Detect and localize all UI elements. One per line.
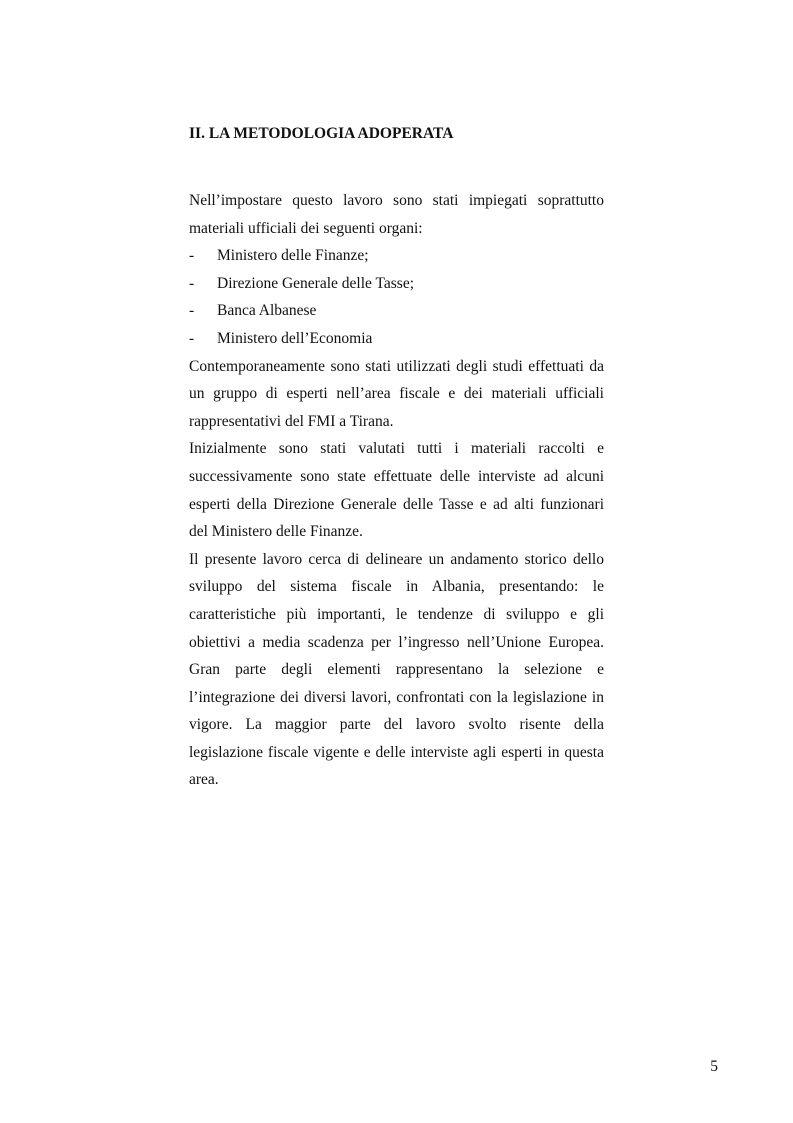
page-content [189, 124, 604, 794]
organ-list [189, 242, 604, 352]
body-paragraph: Il presente lavoro cerca di delineare un andamento storico dello sviluppo del sistema fiscale in Albania, presentando: le caratteristiche più importanti, le tendenze di sviluppo e gli obiettivi a media scadenza per l’ingresso nell’Unione Europea. Gran parte degli elementi rappresentano la selezione e l’integrazione dei diversi lavori, confrontati con la legislazione in vigore. La maggior parte del lavoro svolto risente della legislazione fiscale vigente e delle interviste agli esperti in questa area. [189, 550, 604, 789]
section-heading: II. LA METODOLOGIA ADOPERATA [189, 125, 454, 142]
list-item [189, 297, 604, 325]
list-item-text: Ministero dell’Economia [217, 329, 373, 347]
list-item [189, 242, 604, 270]
list-dash: - [189, 329, 195, 347]
intro-paragraph: Nell’impostare questo lavoro sono stati impiegati soprattutto materiali ufficiali dei seguenti organi: [189, 192, 604, 237]
body-paragraph: Inizialmente sono stati valutati tutti i materiali raccolti e successivamente sono state effettuate delle interviste ad alcuni esperti della Direzione Generale delle Tasse e ad alti funzionari del Ministero delle Finanze. [189, 440, 604, 541]
list-item-text: Direzione Generale delle Tasse; [217, 274, 415, 292]
list-item [189, 270, 604, 298]
list-item-text: Banca Albanese [217, 302, 317, 320]
list-item [189, 325, 604, 353]
list-dash: - [189, 302, 195, 320]
page-number: 5 [710, 1058, 718, 1075]
list-dash: - [189, 247, 195, 265]
list-item-text: Ministero delle Finanze; [217, 247, 369, 265]
list-dash: - [189, 274, 195, 292]
body-paragraph: Contemporaneamente sono stati utilizzati degli studi effettuati da un gruppo di esperti nell’area fiscale e dei materiali ufficiali rappresentativi del FMI a Tirana. [189, 357, 604, 430]
